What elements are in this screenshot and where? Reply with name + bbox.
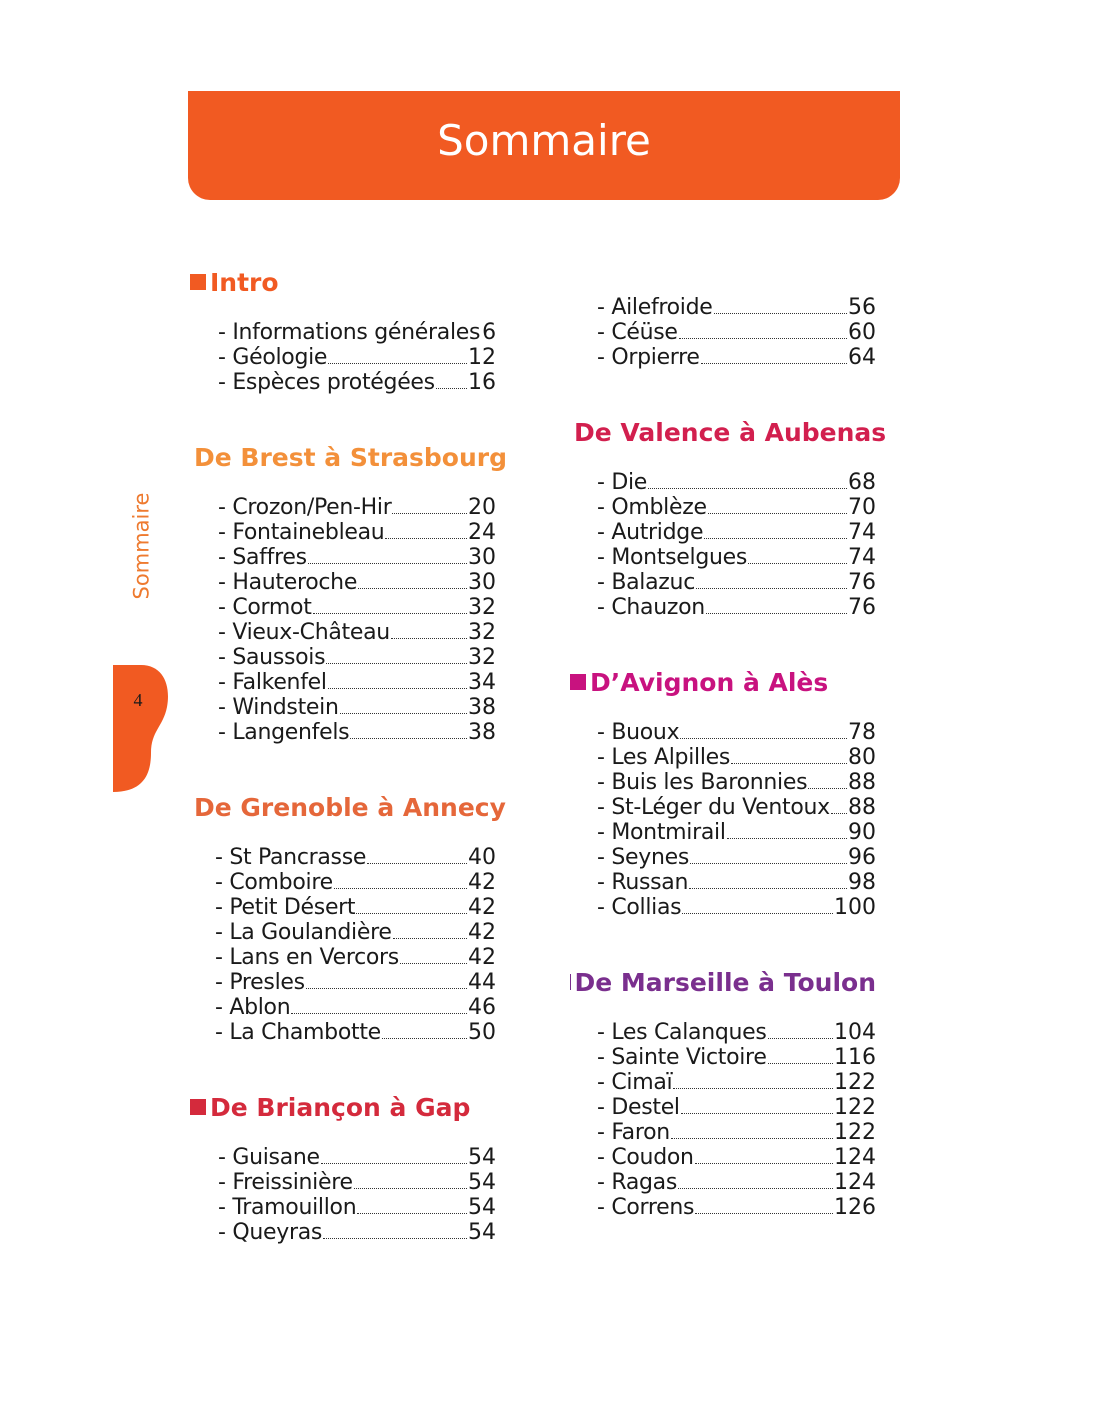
entry-page: 124 xyxy=(834,1145,876,1170)
toc-entry xyxy=(218,1145,496,1170)
entry-page: 116 xyxy=(834,1045,876,1070)
entry-page: 76 xyxy=(848,570,876,595)
dot-leader xyxy=(695,1212,833,1214)
entry-name: - Les Calanques xyxy=(597,1020,767,1045)
entry-name: - Vieux-Château xyxy=(218,620,390,645)
toc-entry xyxy=(218,670,496,695)
toc-entry xyxy=(218,720,496,745)
entry-list xyxy=(570,720,876,920)
entry-page: 126 xyxy=(834,1195,876,1220)
dot-leader xyxy=(689,887,847,889)
dot-leader xyxy=(356,912,467,914)
entry-list xyxy=(190,320,496,395)
section-marker xyxy=(190,1099,206,1115)
entry-list xyxy=(570,295,876,370)
dot-leader xyxy=(690,862,847,864)
section-briancon-gap xyxy=(190,1089,496,1245)
dot-leader xyxy=(679,337,847,339)
entry-page: 64 xyxy=(848,345,876,370)
entry-page: 44 xyxy=(468,970,496,995)
entry-name: - Ailefroide xyxy=(597,295,713,320)
entry-page: 32 xyxy=(468,645,496,670)
toc-entry xyxy=(218,620,496,645)
section-brest-strasbourg xyxy=(190,439,507,745)
dot-leader xyxy=(704,537,847,539)
entry-page: 122 xyxy=(834,1120,876,1145)
entry-page: 54 xyxy=(468,1220,496,1245)
toc-entry xyxy=(597,845,876,870)
section-grenoble-annecy xyxy=(190,789,506,1045)
entry-page: 96 xyxy=(848,845,876,870)
toc-entry xyxy=(218,1195,496,1220)
toc-entry xyxy=(597,795,876,820)
section-briancon-gap-continued xyxy=(570,295,876,370)
toc-entry xyxy=(597,720,876,745)
toc-entry xyxy=(218,370,496,395)
toc-entry xyxy=(218,495,496,520)
dot-leader xyxy=(731,762,847,764)
entry-name: - Queyras xyxy=(218,1220,323,1245)
entry-page: 30 xyxy=(468,545,496,570)
toc-entry xyxy=(218,595,496,620)
entry-page: 32 xyxy=(468,620,496,645)
entry-name: - Buis les Baronnies xyxy=(597,770,808,795)
toc-entry xyxy=(597,295,876,320)
toc-entry xyxy=(215,1020,496,1045)
toc-entry xyxy=(597,520,876,545)
toc-entry xyxy=(597,1170,876,1195)
entry-page: 74 xyxy=(848,520,876,545)
dot-leader xyxy=(680,737,847,739)
toc-entry xyxy=(597,545,876,570)
entry-name: - Ragas xyxy=(597,1170,678,1195)
dot-leader xyxy=(400,962,467,964)
entry-page: 12 xyxy=(468,345,496,370)
section-title: Intro xyxy=(190,264,496,300)
toc-entry xyxy=(215,895,496,920)
dot-leader xyxy=(673,1087,833,1089)
side-label xyxy=(116,492,166,600)
entry-page: 38 xyxy=(468,720,496,745)
section-title: De Marseille à Toulon xyxy=(574,967,876,997)
entry-name: - Saffres xyxy=(218,545,307,570)
toc-entry xyxy=(215,945,496,970)
toc-entry xyxy=(597,1045,876,1070)
toc-entry xyxy=(597,895,876,920)
toc-entry xyxy=(597,1020,876,1045)
entry-page: 122 xyxy=(834,1070,876,1095)
dot-leader xyxy=(768,1062,833,1064)
dot-leader xyxy=(681,1112,833,1114)
entry-name: - Crozon/Pen-Hir xyxy=(218,495,392,520)
section-avignon-ales xyxy=(570,664,876,920)
toc-entry xyxy=(218,520,496,545)
entry-page: 6 xyxy=(482,320,497,345)
entry-list xyxy=(190,1145,496,1245)
entry-page: 56 xyxy=(848,295,876,320)
section-intro xyxy=(190,264,496,395)
toc-entry xyxy=(218,1220,496,1245)
entry-name: - St Pancrasse xyxy=(215,845,367,870)
entry-name: - Cormot xyxy=(218,595,312,620)
entry-list xyxy=(570,1020,876,1220)
entry-list xyxy=(190,495,496,745)
entry-name: - Faron xyxy=(597,1120,670,1145)
entry-page: 54 xyxy=(468,1170,496,1195)
dot-leader xyxy=(334,887,467,889)
entry-name: - Cimaï xyxy=(597,1070,673,1095)
entry-name: - St-Léger du Ventoux xyxy=(597,795,830,820)
page-title: Sommaire xyxy=(437,116,651,165)
entry-name: - Montmirail xyxy=(597,820,726,845)
entry-page: 70 xyxy=(848,495,876,520)
dot-leader xyxy=(382,1037,467,1039)
entry-list xyxy=(190,845,496,1045)
dot-leader xyxy=(326,662,467,664)
entry-name: - Géologie xyxy=(218,345,328,370)
entry-page: 30 xyxy=(468,570,496,595)
entry-name: - Montselgues xyxy=(597,545,748,570)
section-title: De Brest à Strasbourg xyxy=(194,442,507,472)
side-label-text: Sommaire xyxy=(129,492,154,600)
entry-name: - Windstein xyxy=(218,695,339,720)
toc-entry xyxy=(597,470,876,495)
entry-name: - Falkenfel xyxy=(218,670,327,695)
entry-name: - Espèces protégées xyxy=(218,370,435,395)
toc-entry xyxy=(597,820,876,845)
entry-name: - Ablon xyxy=(215,995,291,1020)
entry-page: 32 xyxy=(468,595,496,620)
entry-name: - La Chambotte xyxy=(215,1020,381,1045)
page-number: 4 xyxy=(133,690,143,710)
dot-leader xyxy=(321,1162,467,1164)
entry-page: 98 xyxy=(848,870,876,895)
dot-leader xyxy=(340,712,467,714)
entry-page: 90 xyxy=(848,820,876,845)
entry-name: - Les Alpilles xyxy=(597,745,731,770)
dot-leader xyxy=(323,1237,467,1239)
toc-entry xyxy=(597,745,876,770)
dot-leader xyxy=(708,512,847,514)
entry-page: 100 xyxy=(834,895,876,920)
entry-page: 42 xyxy=(468,945,496,970)
dot-leader xyxy=(313,612,467,614)
toc-entry xyxy=(218,1170,496,1195)
entry-page: 42 xyxy=(468,870,496,895)
entry-page: 42 xyxy=(468,895,496,920)
entry-page: 20 xyxy=(468,495,496,520)
toc-entry xyxy=(597,1070,876,1095)
dot-leader xyxy=(436,387,467,389)
dot-leader xyxy=(393,937,467,939)
entry-page: 76 xyxy=(848,595,876,620)
toc-entry xyxy=(218,645,496,670)
toc-entry xyxy=(215,995,496,1020)
dot-leader xyxy=(306,987,467,989)
toc-entry xyxy=(597,595,876,620)
entry-page: 68 xyxy=(848,470,876,495)
dot-leader xyxy=(350,737,467,739)
entry-name: - Coudon xyxy=(597,1145,694,1170)
entry-name: - Correns xyxy=(597,1195,695,1220)
entry-name: - Autridge xyxy=(597,520,704,545)
section-valence-aubenas xyxy=(570,414,886,620)
entry-page: 38 xyxy=(468,695,496,720)
entry-name: - Fontainebleau xyxy=(218,520,385,545)
toc-entry xyxy=(597,495,876,520)
entry-page: 46 xyxy=(468,995,496,1020)
dot-leader xyxy=(748,562,847,564)
dot-leader xyxy=(328,687,467,689)
dot-leader xyxy=(727,837,847,839)
entry-page: 104 xyxy=(834,1020,876,1045)
entry-name: - Tramouillon xyxy=(218,1195,357,1220)
entry-name: - Saussois xyxy=(218,645,326,670)
entry-name: - Informations générales xyxy=(218,320,481,345)
toc-entry xyxy=(215,970,496,995)
section-title: De Grenoble à Annecy xyxy=(194,792,506,822)
entry-name: - Lans en Vercors xyxy=(215,945,399,970)
section-title: De Valence à Aubenas xyxy=(574,417,887,447)
entry-name: - Balazuc xyxy=(597,570,695,595)
section-marker xyxy=(570,674,586,690)
entry-page: 88 xyxy=(848,770,876,795)
entry-name: - Buoux xyxy=(597,720,680,745)
entry-name: - Russan xyxy=(597,870,689,895)
toc-entry xyxy=(597,870,876,895)
toc-entry xyxy=(597,1095,876,1120)
dot-leader xyxy=(385,537,467,539)
dot-leader xyxy=(706,612,847,614)
entry-name: - Presles xyxy=(215,970,305,995)
dot-leader xyxy=(367,862,467,864)
entry-name: - Freissinière xyxy=(218,1170,353,1195)
entry-list xyxy=(570,470,876,620)
dot-leader xyxy=(695,1162,833,1164)
dot-leader xyxy=(291,1012,467,1014)
dot-leader xyxy=(392,512,467,514)
dot-leader xyxy=(682,912,833,914)
entry-name: - Chauzon xyxy=(597,595,705,620)
entry-name: - Sainte Victoire xyxy=(597,1045,767,1070)
dot-leader xyxy=(308,562,467,564)
toc-entry xyxy=(218,545,496,570)
dot-leader xyxy=(328,362,467,364)
toc-entry xyxy=(597,570,876,595)
entry-page: 74 xyxy=(848,545,876,570)
entry-name: - Die xyxy=(597,470,648,495)
toc-entry xyxy=(597,1120,876,1145)
entry-page: 34 xyxy=(468,670,496,695)
toc-entry xyxy=(597,1145,876,1170)
entry-name: - Langenfels xyxy=(218,720,350,745)
dot-leader xyxy=(696,587,847,589)
toc-entry xyxy=(597,320,876,345)
toc-entry xyxy=(215,870,496,895)
section-marker xyxy=(190,274,206,290)
toc-entry xyxy=(597,770,876,795)
dot-leader xyxy=(354,1187,467,1189)
entry-page: 54 xyxy=(468,1145,496,1170)
dot-leader xyxy=(357,1212,467,1214)
entry-name: - Destel xyxy=(597,1095,680,1120)
entry-page: 122 xyxy=(834,1095,876,1120)
entry-name: - Comboire xyxy=(215,870,333,895)
toc-entry xyxy=(218,695,496,720)
entry-name: - Seynes xyxy=(597,845,689,870)
dot-leader xyxy=(768,1037,833,1039)
dot-leader xyxy=(671,1137,833,1139)
entry-page: 42 xyxy=(468,920,496,945)
dot-leader xyxy=(808,787,847,789)
toc-entry xyxy=(218,320,496,345)
entry-name: - Omblèze xyxy=(597,495,707,520)
dot-leader xyxy=(714,312,847,314)
entry-page: 50 xyxy=(468,1020,496,1045)
entry-name: - Collias xyxy=(597,895,682,920)
entry-page: 54 xyxy=(468,1195,496,1220)
toc-entry xyxy=(597,1195,876,1220)
entry-page: 80 xyxy=(848,745,876,770)
toc-entry xyxy=(218,345,496,370)
dot-leader xyxy=(831,812,847,814)
entry-name: - Petit Désert xyxy=(215,895,356,920)
toc-entry xyxy=(597,345,876,370)
entry-page: 60 xyxy=(848,320,876,345)
section-title: D’Avignon à Alès xyxy=(570,664,876,700)
dot-leader xyxy=(391,637,467,639)
entry-page: 124 xyxy=(834,1170,876,1195)
entry-name: - Orpierre xyxy=(597,345,700,370)
dot-leader xyxy=(701,362,847,364)
entry-name: - Hauteroche xyxy=(218,570,358,595)
entry-page: 24 xyxy=(468,520,496,545)
page-tab xyxy=(113,665,173,795)
section-title: De Briançon à Gap xyxy=(190,1089,496,1125)
section-marseille-toulon xyxy=(570,964,876,1220)
dot-leader xyxy=(648,487,847,489)
entry-page: 16 xyxy=(468,370,496,395)
entry-name: - Céüse xyxy=(597,320,678,345)
entry-page: 78 xyxy=(848,720,876,745)
dot-leader xyxy=(358,587,467,589)
header-banner xyxy=(188,91,900,200)
entry-page: 40 xyxy=(468,845,496,870)
toc-entry xyxy=(215,845,496,870)
toc-entry xyxy=(218,570,496,595)
entry-name: - La Goulandière xyxy=(215,920,392,945)
dot-leader xyxy=(678,1187,833,1189)
entry-page: 88 xyxy=(848,795,876,820)
entry-name: - Guisane xyxy=(218,1145,320,1170)
toc-entry xyxy=(215,920,496,945)
